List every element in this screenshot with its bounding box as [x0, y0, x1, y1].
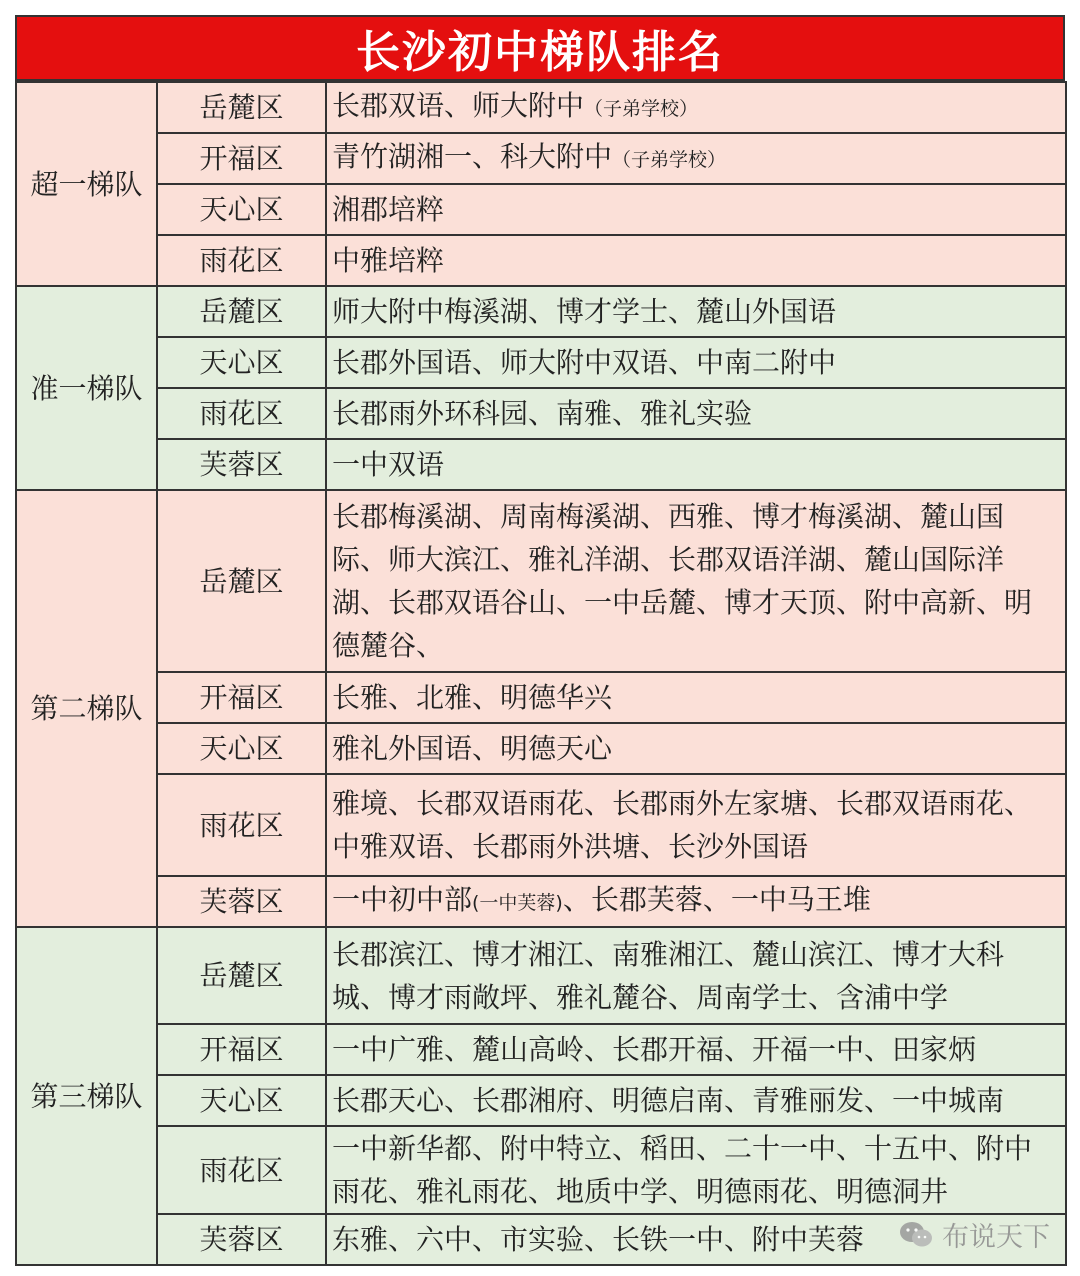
ranking-table: [15, 81, 1067, 1266]
schools-cell: 一中新华都、附中特立、稻田、二十一中、十五中、附中雨花、雅礼雨花、地质中学、明德雨花、明德洞井: [326, 1126, 1066, 1214]
district-cell: 雨花区: [157, 235, 326, 286]
table-row: [16, 1126, 1066, 1214]
schools-cell: 雅境、长郡双语雨花、长郡雨外左家塘、长郡双语雨花、中雅双语、长郡雨外洪塘、长沙外国语: [326, 774, 1066, 876]
table-row: [16, 286, 1066, 337]
schools-cell: 一中双语: [326, 439, 1066, 490]
table-row: [16, 490, 1066, 672]
schools-cell: [326, 876, 1066, 927]
district-cell: 芙蓉区: [157, 439, 326, 490]
tier-label: 第二梯队: [16, 490, 157, 927]
district-cell: 芙蓉区: [157, 876, 326, 927]
table-row: [16, 439, 1066, 490]
page-title: 长沙初中梯队排名: [15, 15, 1065, 81]
schools-cell: 长郡梅溪湖、周南梅溪湖、西雅、博才梅溪湖、麓山国际、师大滨江、雅礼洋湖、长郡双语洋湖、麓山国际洋湖、长郡双语谷山、一中岳麓、博才天顶、附中高新、明德麓谷、: [326, 490, 1066, 672]
table-row: [16, 1024, 1066, 1075]
schools-cell: 东雅、六中、市实验、长铁一中、附中芙蓉: [326, 1214, 1066, 1265]
district-cell: 岳麓区: [157, 927, 326, 1024]
ranking-table-container: [15, 15, 1065, 1266]
schools-cell: 雅礼外国语、明德天心: [326, 723, 1066, 774]
table-row: [16, 672, 1066, 723]
school-note: （子弟学校）: [612, 149, 727, 171]
tier-label: 第三梯队: [16, 927, 157, 1265]
district-cell: 雨花区: [157, 388, 326, 439]
table-row: [16, 337, 1066, 388]
district-cell: 天心区: [157, 723, 326, 774]
table-row: [16, 927, 1066, 1024]
table-row: [16, 723, 1066, 774]
schools-text: 一中初中部: [332, 883, 473, 916]
table-row: [16, 774, 1066, 876]
district-cell: 天心区: [157, 337, 326, 388]
district-cell: 雨花区: [157, 1126, 326, 1214]
table-row: [16, 388, 1066, 439]
schools-cell: 长郡滨江、博才湘江、南雅湘江、麓山滨江、博才大科城、博才雨敞坪、雅礼麓谷、周南学士、含浦中学: [326, 927, 1066, 1024]
tier-label: 超一梯队: [16, 82, 157, 286]
schools-cell: 长雅、北雅、明德华兴: [326, 672, 1066, 723]
wechat-icon: [898, 1220, 934, 1250]
schools-cell: [326, 82, 1066, 133]
district-cell: 岳麓区: [157, 490, 326, 672]
schools-cell: 长郡外国语、师大附中双语、中南二附中: [326, 337, 1066, 388]
district-cell: 芙蓉区: [157, 1214, 326, 1265]
district-cell: 岳麓区: [157, 82, 326, 133]
schools-cell: 师大附中梅溪湖、博才学士、麓山外国语: [326, 286, 1066, 337]
district-cell: 天心区: [157, 1075, 326, 1126]
watermark-text: 布说天下: [942, 1222, 1050, 1253]
school-note: （子弟学校）: [584, 98, 699, 120]
district-cell: 开福区: [157, 672, 326, 723]
schools-text: 青竹湖湘一、科大附中: [332, 140, 613, 173]
school-note: (一中芙蓉): [472, 892, 563, 914]
table-row: [16, 1075, 1066, 1126]
district-cell: 雨花区: [157, 774, 326, 876]
schools-text: 长郡双语、师大附中: [332, 89, 585, 122]
schools-cell: 中雅培粹: [326, 235, 1066, 286]
watermark: [898, 1215, 1050, 1254]
district-cell: 岳麓区: [157, 286, 326, 337]
district-cell: 天心区: [157, 184, 326, 235]
schools-text-after: 、长郡芙蓉、一中马王堆: [562, 883, 871, 916]
schools-cell: 长郡雨外环科园、南雅、雅礼实验: [326, 388, 1066, 439]
table-row: [16, 876, 1066, 927]
table-row: [16, 82, 1066, 133]
table-row: [16, 133, 1066, 184]
table-row: [16, 184, 1066, 235]
schools-cell: 湘郡培粹: [326, 184, 1066, 235]
district-cell: 开福区: [157, 1024, 326, 1075]
tier-label: 准一梯队: [16, 286, 157, 490]
schools-cell: [326, 133, 1066, 184]
schools-cell: 长郡天心、长郡湘府、明德启南、青雅丽发、一中城南: [326, 1075, 1066, 1126]
table-row: [16, 235, 1066, 286]
district-cell: 开福区: [157, 133, 326, 184]
schools-cell: 一中广雅、麓山高岭、长郡开福、开福一中、田家炳: [326, 1024, 1066, 1075]
